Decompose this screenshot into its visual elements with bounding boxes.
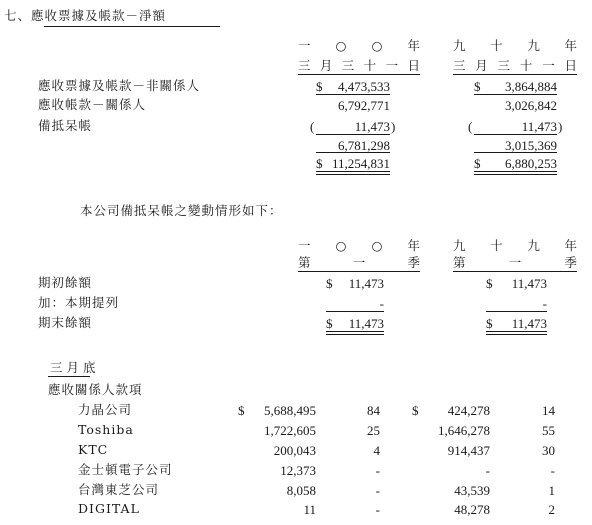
table1-col2-header-line2-char: 十 xyxy=(519,58,533,73)
table2-col1-header-line1 xyxy=(298,240,420,253)
table1-row-value-text: 3,015,369 xyxy=(505,138,557,153)
table3-percent-col2: 1 xyxy=(548,483,555,498)
table3-row-name: KTC xyxy=(78,442,109,457)
table1-col2-header-underline xyxy=(453,74,577,75)
table3-amount-text: 424,278 xyxy=(447,403,490,418)
dollar-sign: $ xyxy=(326,276,333,291)
table3-percent-col1: 84 xyxy=(367,403,380,418)
dollar-sign: $ xyxy=(474,156,481,171)
table3-amount-col1 xyxy=(238,444,316,457)
table1-col1-header-line2-char: 日 xyxy=(407,58,420,73)
table1-underline xyxy=(316,134,390,135)
table3-amount-text: 11 xyxy=(303,502,316,517)
table2-col1-header-line1-char: ○ xyxy=(335,238,347,253)
table1-row-value-text: 3,864,884 xyxy=(505,79,557,94)
table2-col1-header-line1-char: 年 xyxy=(407,238,420,253)
table1-col2-header-line1 xyxy=(453,40,577,53)
table1-col1-header-line1 xyxy=(298,40,420,53)
table3-amount-col2 xyxy=(412,424,490,437)
table2-underline xyxy=(326,311,384,312)
table3-amount-col1 xyxy=(238,404,316,417)
table3-amount-text: 200,043 xyxy=(273,443,316,458)
table3-amount-text: 914,437 xyxy=(447,443,490,458)
table3-amount-col1 xyxy=(238,424,316,437)
section-title xyxy=(4,10,166,23)
table1-row-value-col1 xyxy=(316,120,390,133)
dollar-sign: $ xyxy=(316,156,323,171)
table3-row-name: Toshiba xyxy=(78,422,134,437)
table1-total-double-underline xyxy=(316,171,390,175)
table2-row-value-text: 11,473 xyxy=(511,276,547,291)
table2-row-value-text: 11,473 xyxy=(348,276,384,291)
table3-amount-text: - xyxy=(485,463,490,478)
table1-row-label: 應收票據及帳款－非關係人 xyxy=(38,78,201,93)
table2-row-value-text: 11,473 xyxy=(511,316,547,331)
table3-heading: 三月底 xyxy=(50,360,100,375)
table1-underline xyxy=(474,134,557,135)
allowance-intro: 本公司備抵呆帳之變動情形如下： xyxy=(80,203,283,218)
open-paren: ( xyxy=(310,119,315,134)
table2-col2-header-line2-char: 一 xyxy=(508,255,522,270)
table2-col1-header-line1-char: 一 xyxy=(298,238,311,253)
table1-row-value-text: 3,026,842 xyxy=(505,98,557,113)
table3-percent-col1: - xyxy=(375,463,380,478)
table2-row-label: 加：本期提列 xyxy=(38,295,120,310)
table3-subheading: 應收關係人款項 xyxy=(48,382,143,397)
dollar-sign: $ xyxy=(326,316,333,331)
table1-col1-header-line2-char: 三 xyxy=(298,58,311,73)
table1-col2-header-line2-char: 三 xyxy=(497,58,511,73)
table2-row-value-col2 xyxy=(486,297,547,310)
table2-row-label: 期末餘額 xyxy=(38,315,93,330)
table3-amount-text: 43,539 xyxy=(454,483,490,498)
dollar-sign: $ xyxy=(486,316,493,331)
table1-row-value-col1 xyxy=(316,157,390,170)
table1-col2-header-line1-char: 年 xyxy=(564,38,577,53)
table2-row-value-text: - xyxy=(542,296,547,311)
table2-row-value-col1 xyxy=(326,277,384,290)
table1-col2-header-line2 xyxy=(453,60,577,73)
table3-amount-text: 5,688,495 xyxy=(264,403,316,418)
table2-row-value-col2 xyxy=(486,317,547,330)
open-paren: ( xyxy=(468,119,473,134)
table1-row-value-text: 4,473,533 xyxy=(338,79,390,94)
table3-amount-col1 xyxy=(238,464,316,477)
table1-row-value-col1 xyxy=(316,99,390,112)
table3-percent-col1: - xyxy=(375,502,380,517)
table1-row-value-col2 xyxy=(474,120,557,133)
table2-total-double-underline xyxy=(486,331,547,335)
table3-percent-col2: 2 xyxy=(548,502,555,517)
table3-row-name: 台灣東芝公司 xyxy=(78,482,160,497)
table3-row-name: 力晶公司 xyxy=(78,402,133,417)
table1-row-value-col2 xyxy=(474,99,557,112)
table1-row-value-text: 6,880,253 xyxy=(505,156,557,171)
table3-heading-underline xyxy=(48,376,90,377)
table2-row-value-col1 xyxy=(326,297,384,310)
table1-row-value-text: 11,254,831 xyxy=(331,156,390,171)
table3-amount-col2 xyxy=(412,484,490,497)
section-title-underline xyxy=(44,26,220,27)
table3-amount-text: 8,058 xyxy=(286,483,316,498)
table1-col2-header-line2-char: 一 xyxy=(542,58,555,73)
table3-amount-col2 xyxy=(412,404,490,417)
table2-total-double-underline xyxy=(326,331,384,335)
table1-col2-header-line2-char: 日 xyxy=(564,58,577,73)
table2-col1-header-line2-char: 一 xyxy=(352,255,366,270)
table1-row-label: 應收帳款－關係人 xyxy=(38,97,147,112)
section-title-text: 七、應收票據及帳款－淨額 xyxy=(4,8,167,23)
table1-row-value-col1 xyxy=(316,139,390,152)
table3-amount-col2 xyxy=(412,444,490,457)
table1-col1-header-line2-char: 十 xyxy=(363,58,377,73)
table1-col2-header-line2-char: 三 xyxy=(453,58,466,73)
table1-underline xyxy=(316,94,390,95)
table2-col2-header-line2-char: 季 xyxy=(564,255,577,270)
table2-col2-header-underline xyxy=(453,271,577,272)
table2-row-value-col2 xyxy=(486,277,547,290)
table2-row-value-text: - xyxy=(379,296,384,311)
table2-row-value-col1 xyxy=(326,317,384,330)
table2-col2-header-line1-char: 年 xyxy=(564,238,577,253)
table2-col1-header-line2-char: 第 xyxy=(298,255,311,270)
table1-col2-header-line1-char: 九 xyxy=(527,38,540,53)
table2-col1-header-line2 xyxy=(298,257,420,270)
table3-percent-col2: 30 xyxy=(542,443,555,458)
close-paren: ) xyxy=(391,119,396,134)
table1-col1-header-line1-char: ○ xyxy=(335,38,347,53)
table3-row-name: 金士頓電子公司 xyxy=(78,462,173,477)
table3-amount-text: 1,646,278 xyxy=(438,423,490,438)
table1-row-value-text: 6,792,771 xyxy=(338,98,390,113)
table1-col1-header-underline xyxy=(298,74,420,75)
table1-col1-header-line2-char: 一 xyxy=(385,58,399,73)
dollar-sign: $ xyxy=(486,276,493,291)
table2-col2-header-line1-char: 九 xyxy=(527,238,540,253)
table3-percent-col1: 4 xyxy=(373,443,380,458)
table1-col1-header-line2-char: 月 xyxy=(319,58,333,73)
table1-row-value-col2 xyxy=(474,80,557,93)
table3-percent-col2: 55 xyxy=(542,423,555,438)
table1-row-label: 備抵呆帳 xyxy=(38,118,93,133)
table2-col1-header-underline xyxy=(298,271,420,272)
table1-underline xyxy=(474,152,557,153)
table2-col1-header-line1-char: ○ xyxy=(371,238,383,253)
table1-col1-header-line1-char: ○ xyxy=(371,38,383,53)
table2-col1-header-line2-char: 季 xyxy=(407,255,420,270)
table2-col2-header-line2-char: 第 xyxy=(453,255,466,270)
table3-row-name: DIGITAL xyxy=(78,501,140,516)
table1-row-value-col2 xyxy=(474,139,557,152)
table2-col2-header-line1 xyxy=(453,240,577,253)
table3-amount-text: 1,722,605 xyxy=(264,423,316,438)
table3-amount-col1 xyxy=(238,503,316,516)
table2-row-value-text: 11,473 xyxy=(348,316,384,331)
table2-row-label: 期初餘額 xyxy=(38,275,93,290)
table3-amount-text: 48,278 xyxy=(454,502,490,517)
table1-underline xyxy=(474,94,557,95)
table3-percent-col2: 14 xyxy=(542,403,555,418)
dollar-sign: $ xyxy=(412,403,419,418)
dollar-sign: $ xyxy=(316,79,323,94)
table1-row-value-text: 11,473 xyxy=(354,119,390,134)
table3-percent-col1: 25 xyxy=(367,423,380,438)
table3-amount-col2 xyxy=(412,503,490,516)
table3-amount-col1 xyxy=(238,484,316,497)
table3-percent-col1: - xyxy=(375,483,380,498)
table1-row-value-col1 xyxy=(316,80,390,93)
table1-row-value-text: 11,473 xyxy=(521,119,557,134)
table2-underline xyxy=(486,311,547,312)
dollar-sign: $ xyxy=(474,79,481,94)
table1-col1-header-line1-char: 年 xyxy=(407,38,420,53)
table1-col1-header-line1-char: 一 xyxy=(298,38,311,53)
table1-underline xyxy=(316,152,390,153)
table2-col2-header-line2 xyxy=(453,257,577,270)
dollar-sign: $ xyxy=(238,403,245,418)
table1-col1-header-line2 xyxy=(298,60,420,73)
table2-col2-header-line1-char: 九 xyxy=(453,238,466,253)
table1-total-double-underline xyxy=(474,171,557,175)
table3-amount-col2 xyxy=(412,464,490,477)
close-paren: ) xyxy=(558,119,563,134)
table3-percent-col2: - xyxy=(550,463,555,478)
table1-col2-header-line1-char: 九 xyxy=(453,38,466,53)
table1-col2-header-line1-char: 十 xyxy=(490,38,503,53)
table1-col2-header-line2-char: 月 xyxy=(475,58,488,73)
table1-col1-header-line2-char: 三 xyxy=(341,58,355,73)
table3-amount-text: 12,373 xyxy=(280,463,316,478)
table1-row-value-col2 xyxy=(474,157,557,170)
table1-row-value-text: 6,781,298 xyxy=(338,138,390,153)
table2-col2-header-line1-char: 十 xyxy=(490,238,503,253)
